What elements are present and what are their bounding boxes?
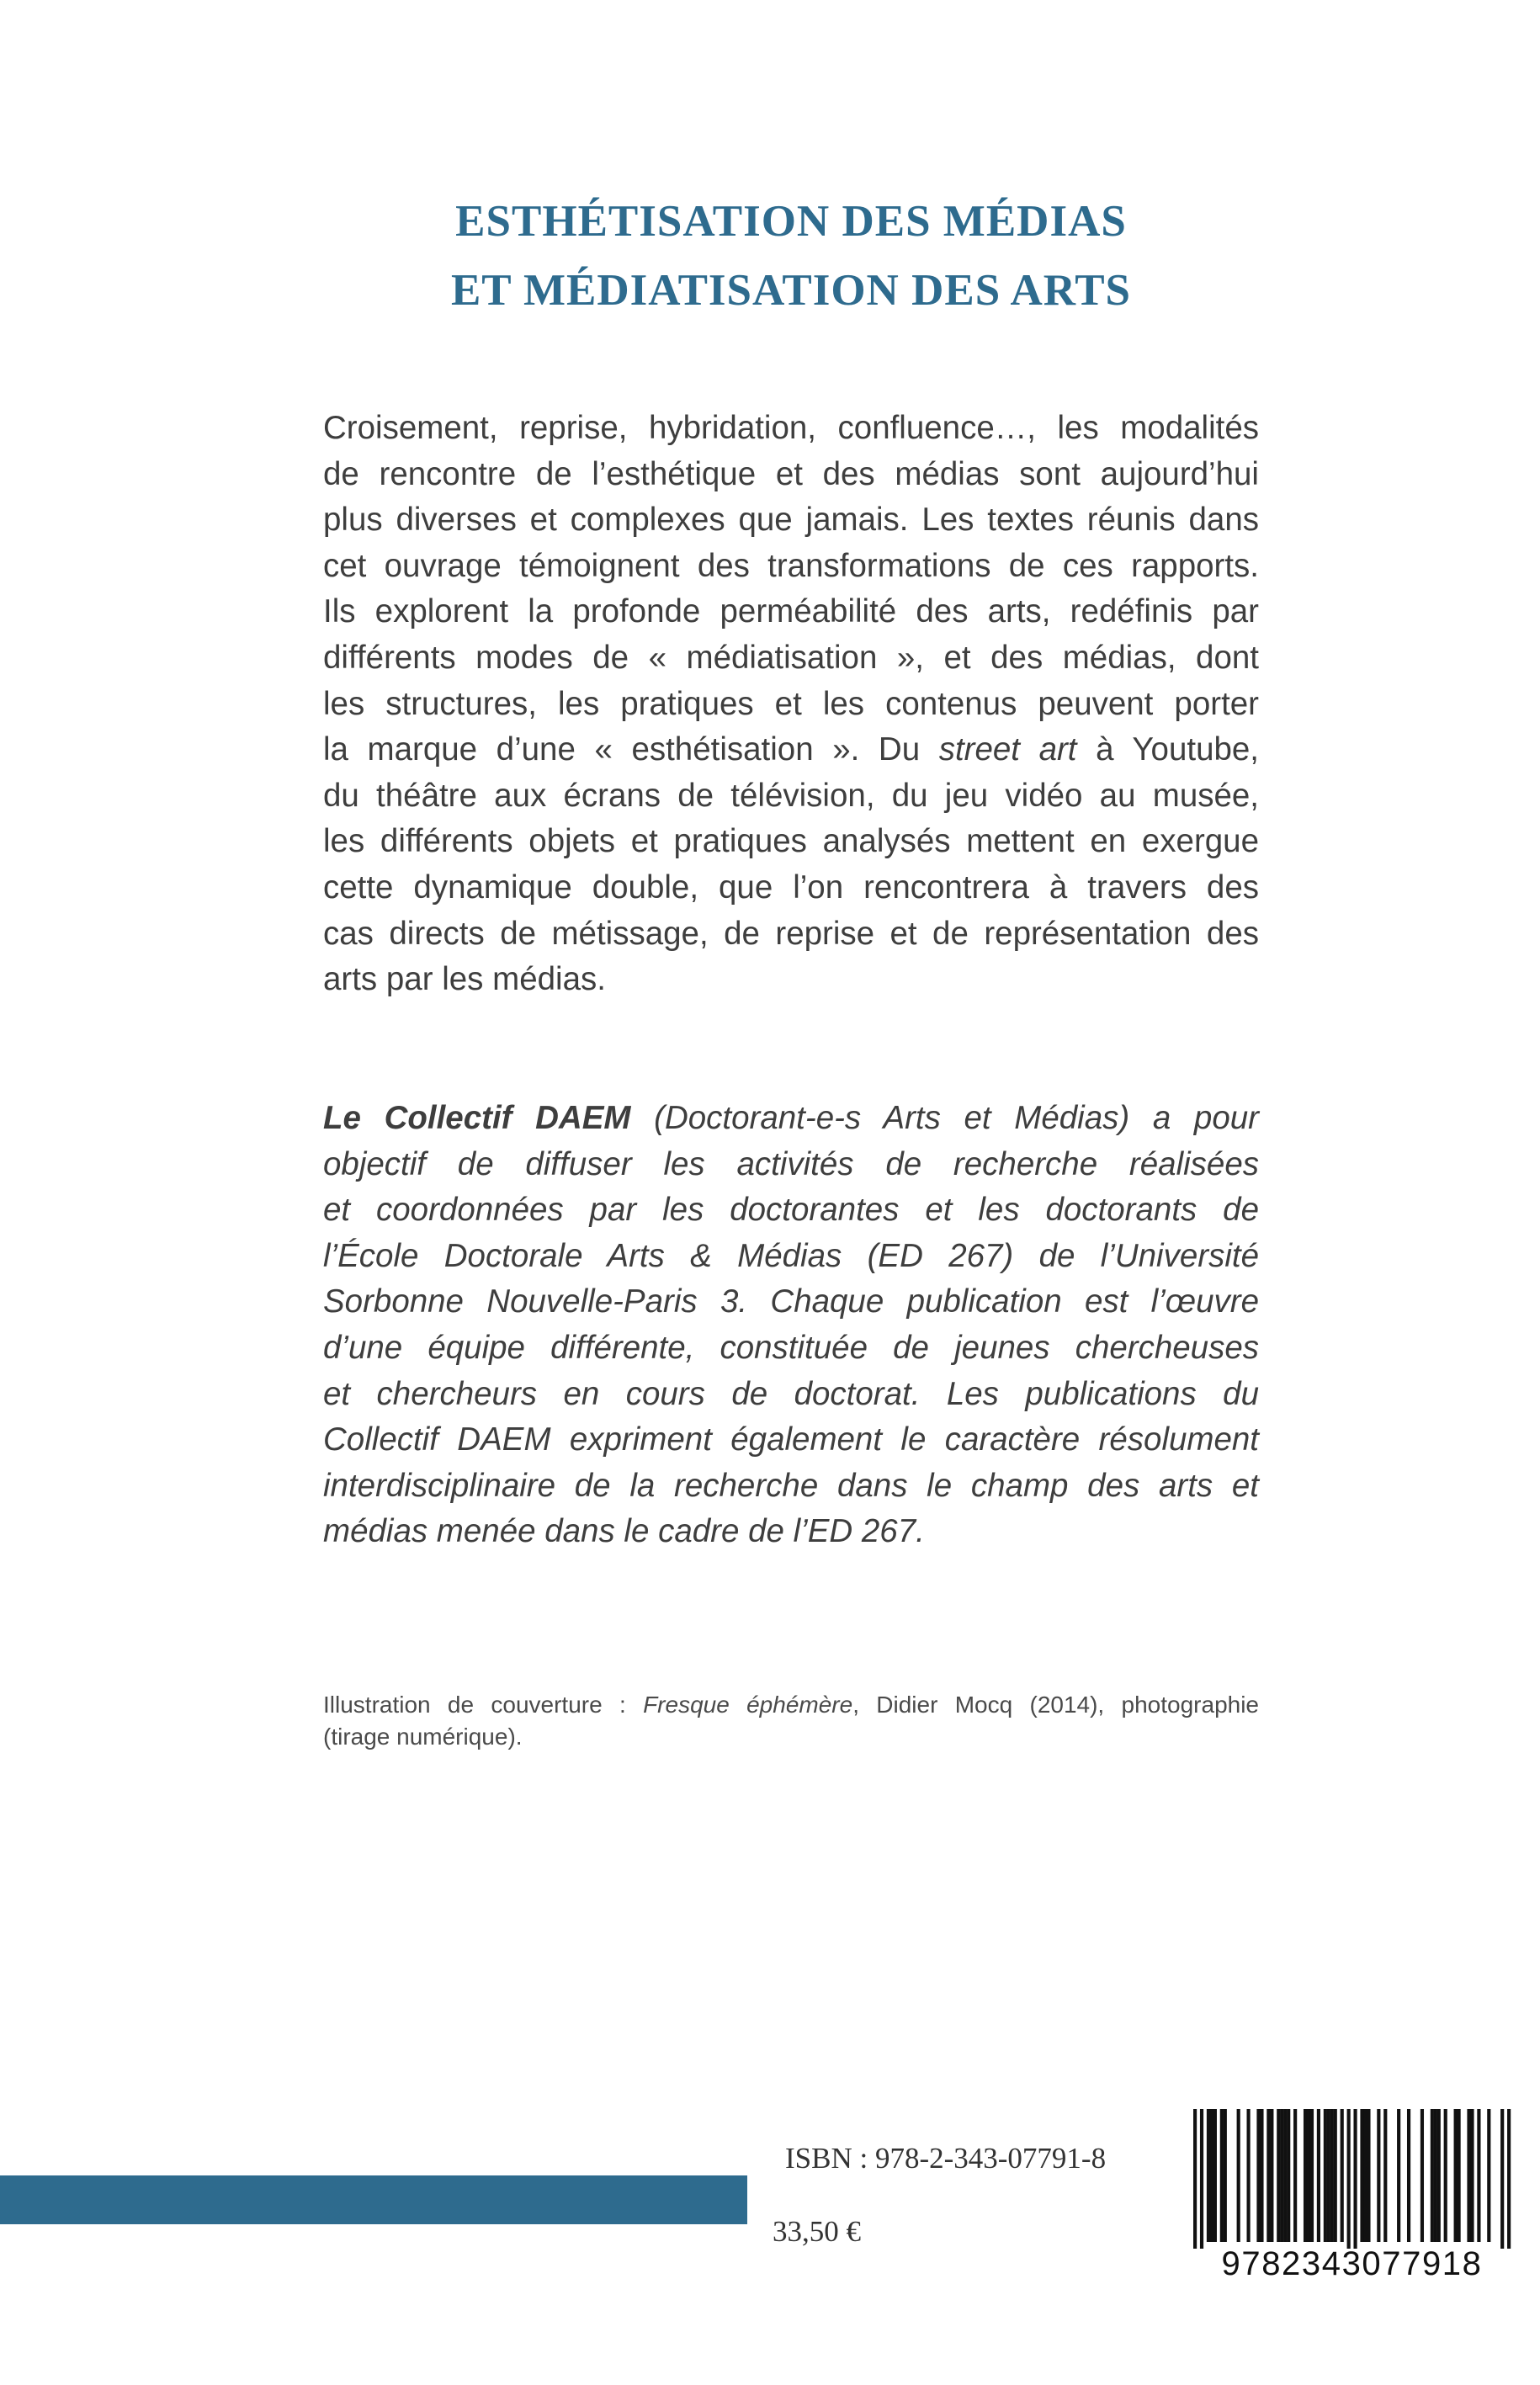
collective-line: Collectif DAEM expriment également le caractère résolument	[323, 1421, 1259, 1458]
barcode-bar	[1283, 2109, 1287, 2242]
summary-line: du théâtre aux écrans de télévision, du jeu vidéo au musée,	[323, 777, 1259, 814]
cover-credit	[323, 1689, 1259, 1753]
summary-line: cas directs de métissage, de reprise et de représentation des	[323, 915, 1259, 952]
summary-line	[323, 727, 1259, 773]
barcode-bar	[1454, 2109, 1458, 2242]
barcode-bar	[1207, 2109, 1210, 2242]
barcode-bar	[1434, 2109, 1437, 2242]
barcode-bar	[1407, 2109, 1410, 2242]
barcode-bar	[1458, 2109, 1461, 2242]
barcode-bar	[1377, 2109, 1380, 2242]
barcode-bar	[1507, 2109, 1511, 2249]
accent-bar	[0, 2175, 747, 2224]
collective-line	[323, 1096, 1259, 1142]
title-line-1: ESTHÉTISATION DES MÉDIAS	[455, 197, 1127, 246]
barcode-bar	[1363, 2109, 1367, 2242]
barcode-bar	[1307, 2109, 1310, 2242]
summary-line: différents modes de « médiatisation », et des médias, dont	[323, 639, 1259, 676]
summary-line: de rencontre de l’esthétique et des médias sont aujourd’hui	[323, 455, 1259, 492]
barcode	[1188, 2106, 1516, 2285]
collective-line: et coordonnées par les doctorantes et les doctorants de	[323, 1192, 1259, 1229]
barcode-bar	[1470, 2109, 1474, 2242]
barcode-bar	[1327, 2109, 1330, 2242]
barcode-bar	[1324, 2109, 1327, 2242]
barcode-bar	[1260, 2109, 1263, 2242]
barcode-bar	[1280, 2109, 1283, 2242]
credit-line: (tirage numérique).	[323, 1724, 523, 1750]
book-title	[0, 187, 1540, 325]
summary-line: les différents objets et pratiques analysés mettent en exergue	[323, 823, 1259, 860]
barcode-bar	[1310, 2109, 1314, 2242]
summary-line: cet ouvrage témoignent des transformations de ces rapports.	[323, 547, 1259, 584]
summary-line: Ils explorent la profonde perméabilité des arts, redéfinis par	[323, 593, 1259, 630]
collective-line: interdisciplinaire de la recherche dans le champ des arts et	[323, 1467, 1259, 1504]
barcode-bar	[1200, 2109, 1203, 2249]
collective-line: l’École Doctorale Arts & Médias (ED 267) de l’Université	[323, 1237, 1259, 1274]
credit-work: Fresque éphémère	[643, 1692, 853, 1718]
barcode-bar	[1270, 2109, 1273, 2242]
collective-line: Sorbonne Nouvelle-Paris 3. Chaque publication est l’œuvre	[323, 1283, 1259, 1320]
barcode-bar	[1293, 2109, 1297, 2242]
summary-line: les structures, les pratiques et les contenus peuvent porter	[323, 685, 1259, 722]
barcode-bar	[1193, 2109, 1197, 2249]
price-label: 33,50 €	[773, 2215, 861, 2248]
barcode-bar	[1341, 2109, 1344, 2242]
barcode-bar	[1487, 2109, 1490, 2242]
barcode-bar	[1467, 2109, 1470, 2242]
barcode-bar	[1267, 2109, 1270, 2242]
barcode-bar	[1437, 2109, 1441, 2242]
barcode-bar	[1421, 2109, 1424, 2242]
credit-suffix: , Didier Mocq (2014), photographie	[852, 1692, 1259, 1718]
summary-line-end: à Youtube,	[1076, 731, 1259, 768]
barcode-bar	[1347, 2109, 1351, 2249]
barcode-bar	[1256, 2109, 1260, 2242]
barcode-bar	[1246, 2109, 1250, 2242]
barcode-bars	[1188, 2106, 1516, 2249]
credit-line	[323, 1689, 1259, 1721]
summary-line: plus diverses et complexes que jamais. Les textes réunis dans	[323, 502, 1259, 539]
barcode-bar	[1304, 2109, 1307, 2242]
summary-paragraph	[323, 406, 1259, 1003]
barcode-bar	[1237, 2109, 1240, 2242]
barcode-bar	[1224, 2109, 1227, 2242]
barcode-bar	[1330, 2109, 1334, 2242]
collective-line-rest: (Doctorant-e-s Arts et Médias) a pour	[630, 1100, 1259, 1136]
summary-line: Croisement, reprise, hybridation, confluence…, les modalités	[323, 410, 1259, 446]
collective-line: objectif de diffuser les activités de recherche réalisées	[323, 1145, 1259, 1182]
street-art-term: street art	[938, 731, 1077, 768]
barcode-bar	[1367, 2109, 1370, 2242]
barcode-bar	[1360, 2109, 1363, 2242]
summary-line: cette dynamique double, que l’on rencontrera à travers des	[323, 868, 1259, 906]
barcode-bar	[1317, 2109, 1320, 2242]
barcode-bar	[1334, 2109, 1337, 2242]
collective-line: et chercheurs en cours de doctorat. Les publications du	[323, 1375, 1259, 1412]
credit-prefix: Illustration de couverture :	[323, 1692, 644, 1718]
collective-name: Le Collectif DAEM	[323, 1100, 631, 1136]
barcode-bar	[1500, 2109, 1504, 2249]
collective-line: d’une équipe différente, constituée de jeunes chercheuses	[323, 1329, 1259, 1366]
barcode-bar	[1210, 2109, 1213, 2242]
summary-line-start: la marque d’une « esthétisation ». Du	[323, 731, 939, 768]
title-line-2: ET MÉDIATISATION DES ARTS	[450, 266, 1132, 315]
isbn-label: ISBN : 978-2-343-07791-8	[785, 2142, 1107, 2175]
barcode-bar	[1477, 2109, 1480, 2242]
barcode-bar	[1397, 2109, 1400, 2242]
collective-paragraph	[323, 1096, 1259, 1555]
barcode-bar	[1383, 2109, 1387, 2242]
barcode-bar	[1444, 2109, 1447, 2242]
barcode-bar	[1353, 2109, 1357, 2249]
barcode-bar	[1220, 2109, 1224, 2242]
summary-line: arts par les médias.	[323, 961, 606, 998]
barcode-bar	[1213, 2109, 1217, 2242]
barcode-bar	[1287, 2109, 1290, 2242]
barcode-digits: 9782343077918	[1221, 2245, 1483, 2282]
barcode-bar	[1431, 2109, 1434, 2242]
barcode-bar	[1277, 2109, 1280, 2242]
collective-line: médias menée dans le cadre de l’ED 267.	[323, 1513, 925, 1550]
